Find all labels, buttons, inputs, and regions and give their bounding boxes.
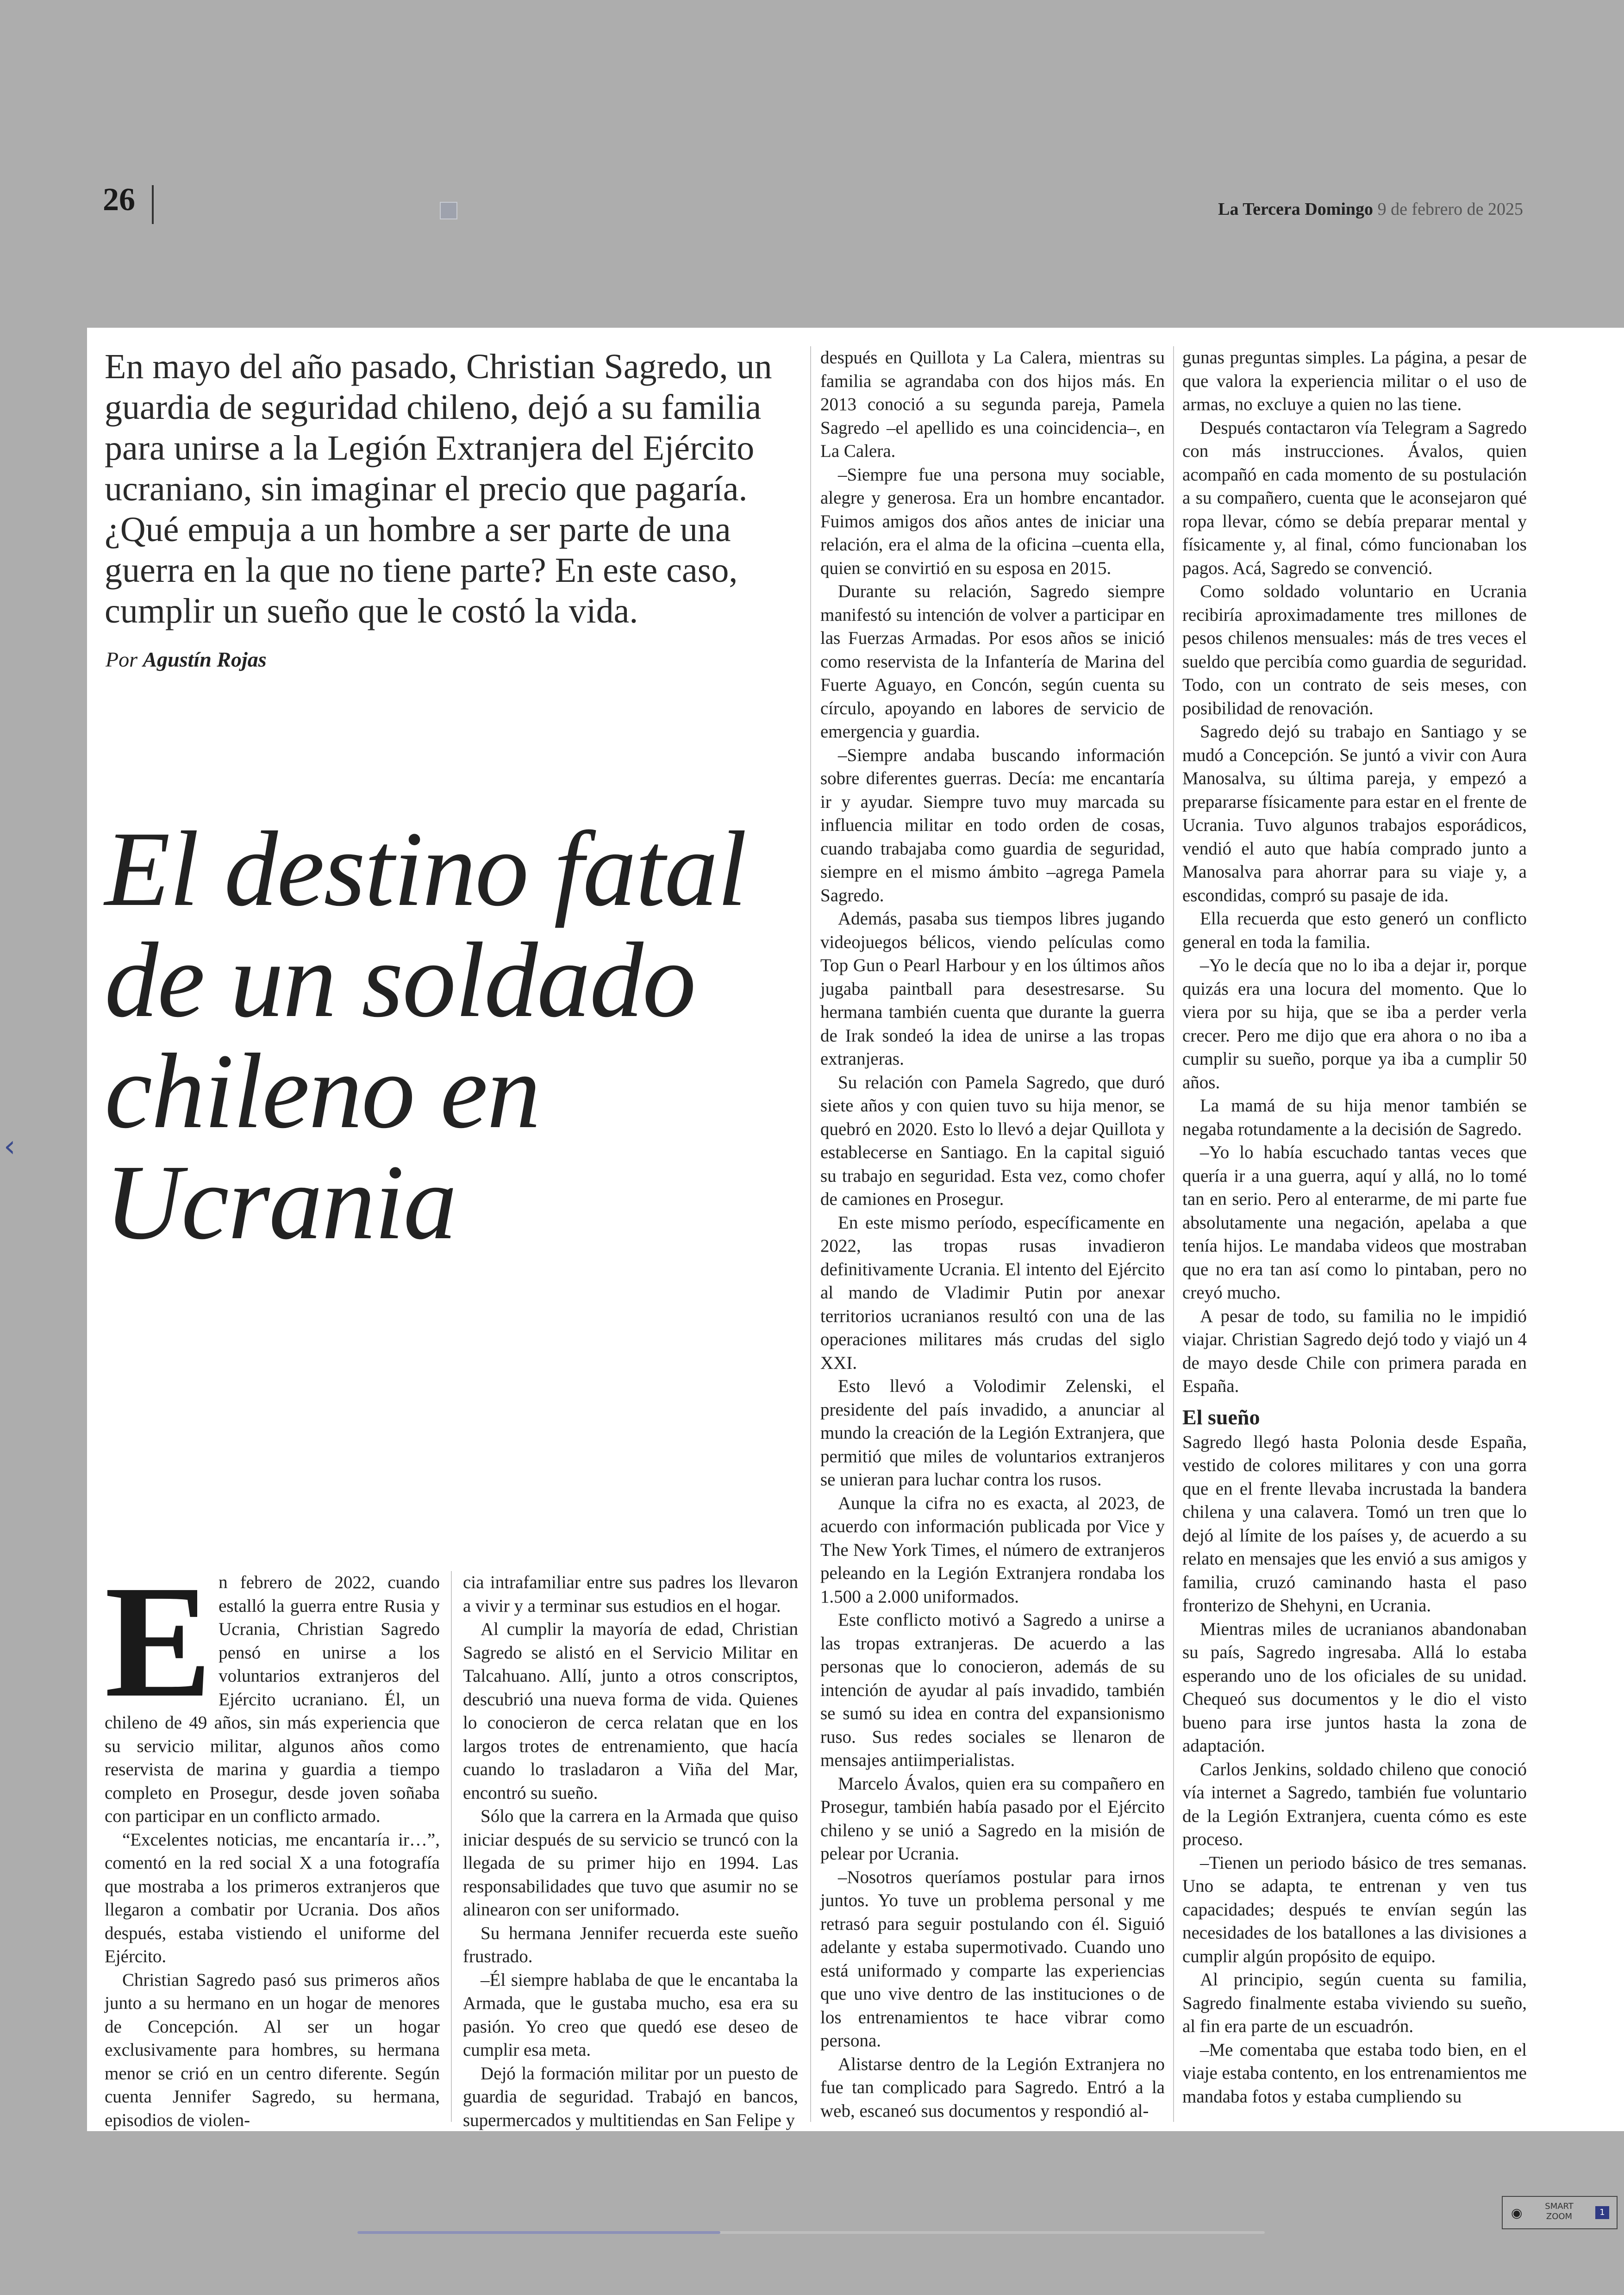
smart-zoom-label-line-2: ZOOM — [1546, 2212, 1573, 2221]
publication-date: 9 de febrero de 2025 — [1377, 200, 1523, 219]
page-thumbnail-marker-icon[interactable] — [440, 202, 457, 219]
paragraph: Al principio, según cuenta su familia, Sagredo finalmente estaba viviendo su sueño, al fin era parte de un escuadrón. — [1182, 1970, 1527, 2036]
article-column-3 — [820, 346, 1165, 2123]
paragraph: gunas preguntas simples. La página, a pesar de que valora la experiencia militar o el uso de armas, no excluye a quien no las tiene. — [1182, 348, 1527, 414]
paragraph: Su hermana Jennifer recuerda este sueño frustrado. — [463, 1923, 798, 1966]
previous-page-arrow-icon[interactable]: ‹ — [4, 1129, 16, 1164]
paragraph: Ella recuerda que esto generó un conflicto general en toda la familia. — [1182, 909, 1527, 952]
newspaper-page — [87, 328, 1624, 2131]
smart-zoom-button[interactable] — [1502, 2196, 1618, 2229]
byline-prefix: Por — [106, 648, 137, 671]
paragraph: Como soldado voluntario en Ucrania recibiría aproximadamente tres millones de pesos chilenos mensuales: más de tres veces el sueldo que percibía como guardia de seguridad. Todo, con un contrato de seis meses, con posibilidad de renovación. — [1182, 581, 1527, 718]
byline — [106, 647, 267, 672]
column-rule — [810, 346, 811, 2122]
paragraph: –Yo lo había escuchado tantas veces que quería ir a una guerra, aquí y allá, no lo tomé tan en serio. Pero al enterarme, de mi parte fue absolutamente una negación, apelaba a que tenía hijos. Le mandaba videos que mostraban que no era tan así como lo pintaban, pero no creyó mucho. — [1182, 1142, 1527, 1303]
paragraph: –Nosotros queríamos postular para irnos juntos. Yo tuve un problema personal y me retrasó para seguir postulando con él. Siguió adelante y estaba supermotivado. Cuando uno está uniformado y comparte las experiencias que uno vive dentro de las instituciones o de los entrenamientos te hace vibrar como persona. — [820, 1867, 1165, 2051]
paragraph: En este mismo período, específicamente en 2022, las tropas rusas invadieron definitivamente Ucrania. El intento del Ejército al mando de Vladimir Putin por anexar territorios ucranianos resultó con una de las operaciones militares más crudas del siglo XXI. — [820, 1212, 1165, 1373]
paragraph: Dejó la formación militar por un puesto de guardia de seguridad. Trabajó en bancos, supermercados y multitiendas en San Felipe y — [463, 2063, 798, 2130]
paragraph: Sagredo llegó hasta Polonia desde España, vestido de colores militares y con una gorra que en el frente llevaba incrustada la bandera chilena y una calavera. Tomó un tren que lo dejó al límite de los países y, de acuerdo a su relato en mensajes que les envió a sus amigos y familia, cruzó caminando hasta el paso fronterizo de Shehyni, en Ucrania. — [1182, 1432, 1527, 1615]
paragraph: Aunque la cifra no es exacta, al 2023, de acuerdo con información publicada por Vice y The New York Times, el número de extranjeros peleando en la Legión Extranjera rondaba los 1.500 a 2.000 uniformados. — [820, 1493, 1165, 1607]
page-header-bar — [0, 0, 1624, 328]
paragraph: Después contactaron vía Telegram a Sagredo con más instrucciones. Ávalos, quien acompañó en cada momento de su postulación a su compañero, cuenta que le aconsejaron qué ropa llevar, cómo se debía preparar mental y físicamente y, al final, cómo funcionaban los pagos. Acá, Sagredo se convenció. — [1182, 418, 1527, 578]
eye-icon: ◉ — [1511, 2205, 1523, 2220]
paragraph: Alistarse dentro de la Legión Extranjera no fue tan complicado para Sagredo. Entró a la web, escaneó sus documentos y respondió al- — [820, 2054, 1165, 2121]
paragraph: La mamá de su hija menor también se negaba rotundamente a la decisión de Sagredo. — [1182, 1096, 1527, 1139]
article-headline: El destino fatal de un soldado chileno en Ucrania — [105, 810, 746, 1262]
article-deck: En mayo del año pasado, Christian Sagredo, un guardia de seguridad chileno, dejó a su familia para unirse a la Legión Extranjera del Ejército ucraniano, sin imaginar el precio que pagaría. ¿Qué empuja a un hombre a ser parte de una guerra en la que no tiene parte? En este caso, cumplir un sueño que le costó la vida. — [105, 347, 772, 630]
drop-cap: E — [105, 1553, 212, 1731]
paragraph: Además, pasaba sus tiempos libres jugando videojuegos bélicos, viendo películas como Top Gun o Pearl Harbour y en los últimos años jugaba paintball para desestresarse. Su hermana también cuenta que durante la guerra de Irak sondeó la idea de unirse a las tropas extranjeras. — [820, 909, 1165, 1069]
paragraph: A pesar de todo, su familia no le impidió viajar. Christian Sagredo dejó todo y viajó un 4 de mayo desde Chile con primera parada en España. — [1182, 1306, 1527, 1396]
paragraph: –Me comentaba que estaba todo bien, en el viaje estaba contento, en los entrenamientos me mandaba fotos y estaba cumpliendo su — [1182, 2039, 1527, 2107]
paragraph: –Tienen un periodo básico de tres semanas. Uno se adapta, te entrenan y ven tus capacidades; después te envían según las necesidades de los batallones a las divisiones a cumplir algún propósito de equipo. — [1182, 1852, 1527, 1966]
section-subhead: El sueño — [1182, 1405, 1260, 1429]
column-rule — [1173, 346, 1174, 2122]
paragraph: Mientras miles de ucranianos abandonaban su país, Sagredo ingresaba. Allá lo estaba esperando uno de los oficiales de su unidad. Chequeó sus documentos y le dio el visto bueno para irse juntos hasta la zona de adaptación. — [1182, 1619, 1527, 1756]
article-column-1 — [105, 1553, 440, 2132]
paragraph: Carlos Jenkins, soldado chileno que conoció vía internet a Sagredo, también fue voluntario de la Legión Extranjera, cuenta cómo es este proceso. — [1182, 1759, 1527, 1849]
paragraph: Al cumplir la mayoría de edad, Christian Sagredo se alistó en el Servicio Militar en Talcahuano. Allí, junto a otros conscriptos, descubrió una nueva forma de vida. Quienes lo conocieron de cerca relatan que en los largos trotes de entrenamiento, que hacía cuando lo trasladaron a Viña del Mar, encontró su sueño. — [463, 1619, 798, 1803]
page-number-divider — [152, 185, 154, 224]
article-column-2 — [463, 1571, 798, 2132]
paragraph: –Yo le decía que no lo iba a dejar ir, porque quizás era una locura del momento. Que lo viera por su hija, que se iba a perder verla crecer. Pero me dijo que era ahora o no iba a cumplir su sueño, porque ya iba a cumplir 50 años. — [1182, 955, 1527, 1092]
smart-zoom-label-line-1: SMART — [1545, 2201, 1574, 2211]
page-number: 26 — [103, 182, 135, 218]
reading-progress-scrollbar[interactable] — [357, 2231, 1265, 2234]
paragraph: Marcelo Ávalos, quien era su compañero en Prosegur, también había pasado por el Ejército chileno y se unió a Sagredo en la misión de pelear por Ucrania. — [820, 1773, 1165, 1864]
paragraph: cia intrafamiliar entre sus padres los llevaron a vivir y a terminar sus estudios en el hogar. — [463, 1572, 798, 1616]
reading-progress-fill[interactable] — [357, 2231, 720, 2234]
paragraph: “Excelentes noticias, me encantaría ir…”, comentó en la red social X a una fotografía que mostraba a los primeros extranjeros que llegaron a combatir por Ucrania. Dos años después, estaba vistiendo el uniforme del Ejército. — [105, 1829, 440, 1966]
paragraph: Christian Sagredo pasó sus primeros años junto a su hermano en un hogar de menores de Concepción. Al ser un hogar exclusivamente para hombres, su hermana menor se crió en un centro diferente. Según cuenta Jennifer Sagredo, su hermana, episodios de violen- — [105, 1970, 440, 2130]
paragraph: Sagredo dejó su trabajo en Santiago y se mudó a Concepción. Se juntó a vivir con Aura Manosalva, su última pareja, y empezó a prepararse físicamente para estar en el frente de Ucrania. Tuvo algunos trabajos esporádicos, vendió el auto que había comprado junto a Manosalva para ahorrar para su viaje y, a escondidas, compró su pasaje de ida. — [1182, 722, 1527, 905]
paragraph: Esto llevó a Volodimir Zelenski, el presidente del país invadido, a anunciar al mundo la creación de la Legión Extranjera, que permitió que miles de voluntarios extranjeros se unieran para luchar contra los rusos. — [820, 1376, 1165, 1490]
author-name: Agustín Rojas — [143, 648, 267, 671]
paragraph: Durante su relación, Sagredo siempre manifestó su intención de volver a participar en las Fuerzas Armadas. Por esos años se inició como reservista de la Infantería de Marina del Fuerte Aguayo, en Concón, según cuenta su círculo, apoyando en labores de servicio de emergencia y guardia. — [820, 581, 1165, 742]
paragraph: Su relación con Pamela Sagredo, que duró siete años y con quien tuvo su hija menor, se quebró en 2020. Esto lo llevó a dejar Quillota y establecerse en Santiago. En la capital siguió su trabajo en seguridad. Esta vez, como chofer de camiones en Prosegur. — [820, 1072, 1165, 1209]
article-column-4 — [1182, 346, 1527, 2108]
paragraph: n febrero de 2022, cuando estalló la guerra entre Rusia y Ucrania, Christian Sagredo pensó en unirse a los voluntarios extranjeros del Ejército ucraniano. Él, un chileno de 49 años, sin más experiencia que su servicio militar, algunos años como reservista de marina y guardia a tiempo completo en Prosegur, desde joven soñaba con participar en un conflicto armado. — [105, 1572, 440, 1826]
publication-info — [1218, 199, 1523, 219]
paragraph: –Siempre fue una persona muy sociable, alegre y generosa. Era un hombre encantador. Fuimos amigos dos años antes de iniciar una relación, era el alma de la oficina –cuenta ella, quien se convirtió en su esposa en 2015. — [820, 464, 1165, 578]
publication-name: La Tercera Domingo — [1218, 200, 1374, 219]
paragraph: Este conflicto motivó a Sagredo a unirse a las tropas extranjeras. De acuerdo a las personas que lo conocieron, además de su intención de ayudar al país invadido, también se sumó su idea en contra del expansionismo ruso. Sus redes sociales se llenaron de mensajes antiimperialistas. — [820, 1610, 1165, 1770]
paragraph: después en Quillota y La Calera, mientras su familia se agrandaba con dos hijos más. En 2013 conoció a su segunda pareja, Pamela Sagredo –el apellido es una coincidencia–, en La Calera. — [820, 348, 1165, 461]
paragraph: –Él siempre hablaba de que le encantaba la Armada, que le gustaba mucho, esa era su pasión. Yo creo que quedó ese deseo de cumplir esa meta. — [463, 1970, 798, 2060]
paragraph: Sólo que la carrera en la Armada que quiso iniciar después de su servicio se truncó con la llegada de su primer hijo en 1994. Las responsabilidades que tuvo que asumir no se alinearon con ser uniformado. — [463, 1806, 798, 1920]
paragraph: –Siempre andaba buscando información sobre diferentes guerras. Decía: me encantaría ir y ayudar. Siempre tuvo muy marcada su influencia militar en todo orden de cosas, cuando trabajaba como guardia de seguridad, siempre en el mismo ámbito –agrega Pamela Sagredo. — [820, 745, 1165, 905]
smart-zoom-label — [1541, 2201, 1578, 2222]
column-rule — [451, 1571, 452, 2122]
smart-zoom-badge: 1 — [1595, 2206, 1609, 2219]
